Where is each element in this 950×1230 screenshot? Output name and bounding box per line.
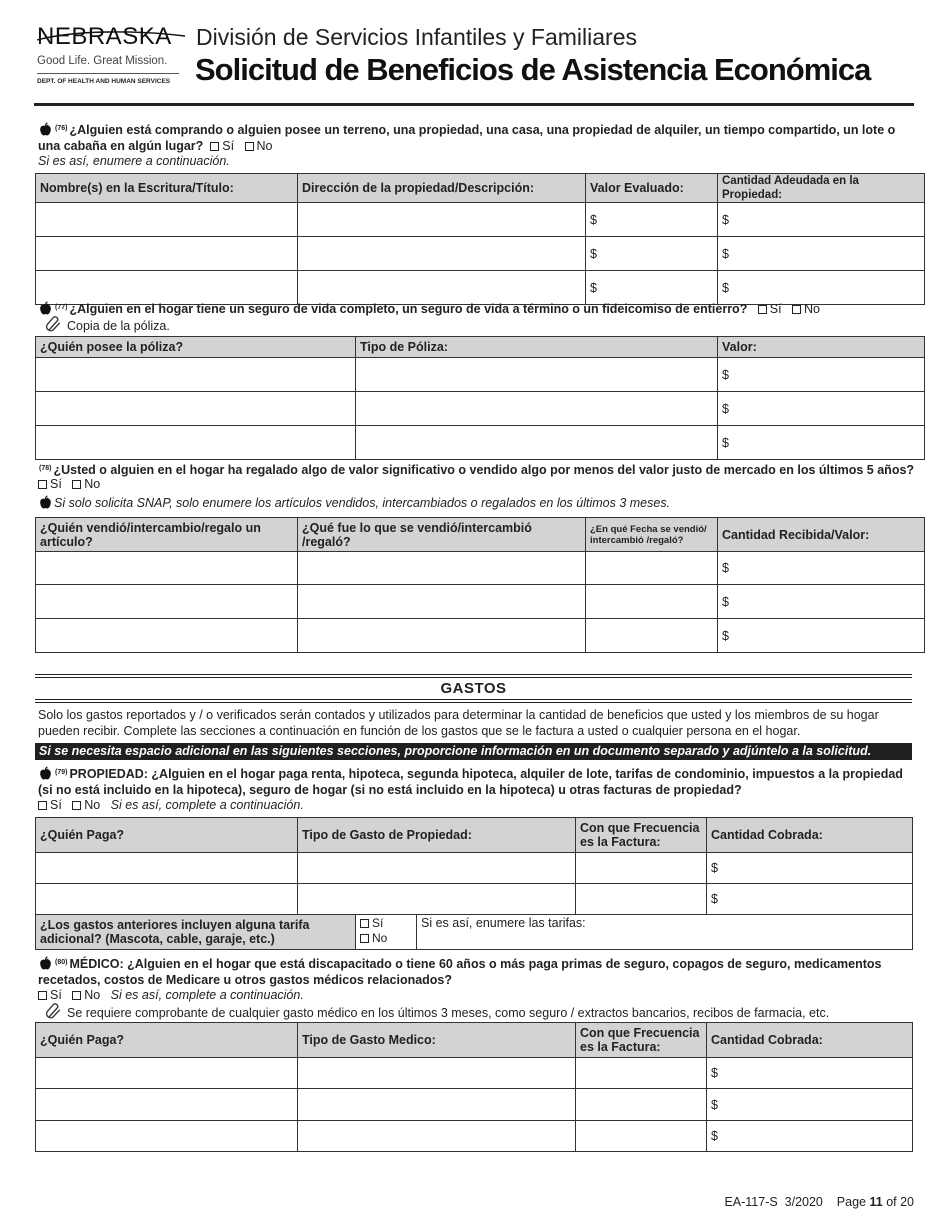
- header-rule: [34, 103, 914, 106]
- table-cell[interactable]: $: [707, 1058, 913, 1089]
- table-row: [36, 203, 925, 237]
- col-header: Cantidad Cobrada:: [707, 1023, 913, 1058]
- table-cell[interactable]: [576, 1121, 707, 1152]
- table-cell[interactable]: [298, 552, 586, 585]
- paperclip-icon: [44, 316, 64, 334]
- table-cell[interactable]: [576, 853, 707, 884]
- question-78-text: ¿Usted o alguien en el hogar ha regalado algo de valor significativo o vendido algo por menos del valor justo de mercado en los últimos 5 años?: [53, 463, 915, 477]
- table-cell[interactable]: [36, 203, 298, 237]
- property-expense-table: [35, 817, 913, 915]
- q79-note: Si es así, complete a continuación.: [110, 798, 304, 812]
- table-row: [36, 426, 925, 460]
- table-cell[interactable]: [36, 358, 356, 392]
- table-row: [36, 853, 913, 884]
- table-cell[interactable]: [36, 237, 298, 271]
- q78-snap-note: Si solo solicita SNAP, solo enumere los artículos vendidos, intercambiados o regalados en los últimos 3 meses.: [38, 495, 670, 511]
- table-row: [36, 884, 913, 915]
- table-cell[interactable]: $: [718, 426, 925, 460]
- form-number: EA-117-S: [724, 1195, 778, 1209]
- table-cell[interactable]: $: [718, 237, 925, 271]
- q78-no-checkbox[interactable]: [72, 480, 81, 489]
- section-title: GASTOS: [440, 680, 507, 697]
- table-cell[interactable]: [36, 853, 298, 884]
- fees-options: Sí No: [356, 915, 417, 950]
- q80-attach-note: Se requiere comprobante de cualquier gasto médico en los últimos 3 meses, como seguro / extractos bancarios, recibos de farmacia, etc.: [44, 1003, 829, 1021]
- col-header: Valor:: [718, 337, 925, 358]
- section-rule-top: [35, 674, 912, 678]
- apple-icon: [38, 301, 53, 316]
- division-name: División de Servicios Infantiles y Familiares: [196, 24, 637, 50]
- table-cell[interactable]: [586, 619, 718, 653]
- q79-options: Sí No Si es así, complete a continuación.: [38, 797, 304, 813]
- col-header: Con que Frecuencia es la Factura:: [576, 818, 707, 853]
- apple-icon: [38, 956, 53, 971]
- question-80: $^{(80)}$ MÉDICO: ¿Alguien en el hogar que está discapacitado o tiene 60 años o más paga primas de seguro, copagos de seguro, medicamentos recetados, costos de Medicare u otros gastos médicos relacionados?: [38, 957, 882, 987]
- table-cell[interactable]: [36, 392, 356, 426]
- fees-question: ¿Los gastos anteriores incluyen alguna tarifa adicional? (Mascota, cable, garaje, etc.): [36, 915, 356, 950]
- table-cell[interactable]: $: [718, 392, 925, 426]
- fees-no-checkbox[interactable]: [360, 934, 369, 943]
- col-header: Tipo de Gasto de Propiedad:: [298, 818, 576, 853]
- property-table: [35, 173, 925, 305]
- logo-tagline: Good Life. Great Mission.: [37, 55, 168, 67]
- table-cell[interactable]: $: [718, 203, 925, 237]
- table-cell[interactable]: [298, 1089, 576, 1121]
- question-77: $^{(77)}$ ¿Alguien en el hogar tiene un seguro de vida completo, un seguro de vida a término o un fideicomiso de entierro? Sí No: [38, 300, 820, 317]
- form-date: 3/2020: [784, 1195, 823, 1209]
- table-cell[interactable]: [298, 1121, 576, 1152]
- table-cell[interactable]: [36, 1089, 298, 1121]
- gastos-intro: Solo los gastos reportados y / o verificados serán contados y utilizados para determinar la cantidad de beneficios que usted y los miembros de su hogar pueden recibir. Complete las secciones a continuación en función de los gastos que se le factura a usted o cualquier persona en el hogar.: [38, 708, 879, 738]
- question-77-text: ¿Alguien en el hogar tiene un seguro de vida completo, un seguro de vida a término o un fideicomiso de entierro?: [69, 302, 748, 316]
- q80-yes-checkbox[interactable]: [38, 991, 47, 1000]
- table-row: [36, 1121, 913, 1152]
- q78-yes-checkbox[interactable]: [38, 480, 47, 489]
- table-cell[interactable]: [586, 585, 718, 619]
- apple-icon: [38, 122, 53, 137]
- logo-dept: DEPT. OF HEALTH AND HUMAN SERVICES: [37, 78, 171, 85]
- col-header: Con que Frecuencia es la Factura:: [576, 1023, 707, 1058]
- page-total: of 20: [886, 1195, 914, 1209]
- q79-no-checkbox[interactable]: [72, 801, 81, 810]
- col-header: ¿Quién Paga?: [36, 1023, 298, 1058]
- table-row: [36, 358, 925, 392]
- col-header: ¿Qué fue lo que se vendió/intercambió /regaló?: [298, 518, 586, 552]
- gastos-banner: Si se necesita espacio adicional en las siguientes secciones, proporcione información en un documento separado y adjúntelo a la solicitud.: [35, 743, 912, 760]
- table-cell[interactable]: $: [707, 884, 913, 915]
- logo-swoosh-icon: [35, 30, 187, 44]
- table-cell[interactable]: [36, 552, 298, 585]
- fees-list-field[interactable]: Si es así, enumere las tarifas:: [417, 915, 913, 950]
- col-header: ¿Quién vendió/intercambio/regalo un artículo?: [36, 518, 298, 552]
- table-cell[interactable]: [36, 1121, 298, 1152]
- paperclip-icon: [44, 1003, 64, 1021]
- fees-table: [35, 914, 913, 950]
- q76-no-checkbox[interactable]: [245, 142, 254, 151]
- medical-expense-table: [35, 1022, 913, 1152]
- q80-note: Si es así, complete a continuación.: [110, 988, 304, 1002]
- table-cell[interactable]: [298, 585, 586, 619]
- table-cell[interactable]: $: [718, 619, 925, 653]
- table-cell[interactable]: [356, 358, 718, 392]
- table-cell[interactable]: [36, 619, 298, 653]
- table-cell[interactable]: [586, 552, 718, 585]
- table-row: [36, 585, 925, 619]
- table-row: [36, 619, 925, 653]
- table-cell[interactable]: [298, 884, 576, 915]
- question-79-text: ¿Alguien en el hogar paga renta, hipoteca, segunda hipoteca, alquiler de lote, tarifas de condominio, impuestos a la propiedad (si no está incluido en la hipoteca), seguro de hogar (si no está incluido en la hipoteca) u otras facturas de propiedad?: [38, 767, 903, 797]
- table-cell[interactable]: $: [586, 271, 718, 305]
- table-cell[interactable]: [298, 619, 586, 653]
- table-cell[interactable]: [356, 426, 718, 460]
- col-header: Valor Evaluado:: [586, 174, 718, 203]
- question-79: $^{(79)}$ PROPIEDAD: ¿Alguien en el hogar paga renta, hipoteca, segunda hipoteca, alquiler de lote, tarifas de condominio, impuestos a la propiedad (si no está incluido en la hipoteca), seguro de hogar (si no está incluido en la hipoteca) u otras facturas de propiedad?: [38, 767, 903, 797]
- page-footer: [724, 1195, 914, 1209]
- col-header: Cantidad Adeudada en la Propiedad:: [718, 174, 925, 203]
- table-cell[interactable]: $: [718, 358, 925, 392]
- logo-state: NEBRASKA: [37, 23, 172, 50]
- question-76: $^{(76)}$ ¿Alguien está comprando o alguien posee un terreno, una propiedad, una casa, una propiedad de alquiler, un tiempo compartido, un lote o una cabaña en algún lugar? Sí No: [38, 123, 896, 153]
- table-cell[interactable]: [36, 426, 356, 460]
- col-header: Nombre(s) en la Escritura/Título:: [36, 174, 298, 203]
- nebraska-logo: [37, 24, 187, 96]
- q78-options: Sí No: [38, 476, 100, 492]
- col-header: Cantidad Cobrada:: [707, 818, 913, 853]
- table-cell[interactable]: [298, 1058, 576, 1089]
- table-cell[interactable]: [36, 585, 298, 619]
- fees-yes-checkbox[interactable]: [360, 919, 369, 928]
- q80-label: MÉDICO:: [69, 957, 124, 971]
- page-label: Page: [836, 1195, 866, 1209]
- col-header: Dirección de la propiedad/Descripción:: [298, 174, 586, 203]
- table-row: [36, 237, 925, 271]
- q80-no-checkbox[interactable]: [72, 991, 81, 1000]
- table-cell[interactable]: $: [707, 853, 913, 884]
- col-header: ¿Quién Paga?: [36, 818, 298, 853]
- page-number: 11: [869, 1195, 883, 1209]
- table-cell[interactable]: [298, 237, 586, 271]
- col-header: Tipo de Póliza:: [356, 337, 718, 358]
- q80-options: Sí No Si es así, complete a continuación.: [38, 987, 304, 1003]
- question-76-text: ¿Alguien está comprando o alguien posee un terreno, una propiedad, una casa, una propiedad de alquiler, un tiempo compartido, un lote o una cabaña en algún lugar?: [38, 123, 896, 153]
- question-78: $^{(78)}$ ¿Usted o alguien en el hogar ha regalado algo de valor significativo o vendido algo por menos del valor justo de mercado en los últimos 5 años?: [39, 463, 915, 477]
- section-rule-bottom: [35, 699, 912, 703]
- table-cell[interactable]: $: [718, 585, 925, 619]
- transfers-table: [35, 517, 925, 653]
- table-row: [36, 392, 925, 426]
- table-cell[interactable]: $: [586, 203, 718, 237]
- col-header: Cantidad Recibida/Valor:: [718, 518, 925, 552]
- q77-attach-note: Copia de la póliza.: [44, 316, 170, 334]
- table-cell[interactable]: $: [586, 237, 718, 271]
- q79-label: PROPIEDAD:: [69, 767, 148, 781]
- q77-yes-checkbox[interactable]: [758, 305, 767, 314]
- q77-no-checkbox[interactable]: [792, 305, 801, 314]
- table-cell[interactable]: [36, 1058, 298, 1089]
- table-cell[interactable]: [576, 1058, 707, 1089]
- apple-icon: [38, 495, 53, 510]
- table-cell[interactable]: [36, 884, 298, 915]
- table-row: [36, 1058, 913, 1089]
- q76-yes-checkbox[interactable]: [210, 142, 219, 151]
- apple-icon: [38, 766, 53, 781]
- table-cell[interactable]: [356, 392, 718, 426]
- table-cell[interactable]: [298, 203, 586, 237]
- table-row: [36, 1089, 913, 1121]
- insurance-table: [35, 336, 925, 460]
- col-header: ¿En qué Fecha se vendió/ intercambió /regaló?: [586, 518, 718, 552]
- q79-yes-checkbox[interactable]: [38, 801, 47, 810]
- table-cell[interactable]: [576, 884, 707, 915]
- page-title: Solicitud de Beneficios de Asistencia Económica: [195, 52, 871, 87]
- table-cell[interactable]: $: [718, 552, 925, 585]
- table-cell[interactable]: [298, 853, 576, 884]
- col-header: ¿Quién posee la póliza?: [36, 337, 356, 358]
- table-cell[interactable]: $: [707, 1121, 913, 1152]
- table-cell[interactable]: $: [707, 1089, 913, 1121]
- q76-note: Si es así, enumere a continuación.: [38, 154, 230, 168]
- table-cell[interactable]: [576, 1089, 707, 1121]
- question-80-text: ¿Alguien en el hogar que está discapacitado o tiene 60 años o más paga primas de seguro, copagos de seguro, medicamentos recetados, costos de Medicare u otros gastos médicos relacionados?: [38, 957, 882, 987]
- col-header: Tipo de Gasto Medico:: [298, 1023, 576, 1058]
- table-cell[interactable]: $: [718, 271, 925, 305]
- table-row: [36, 552, 925, 585]
